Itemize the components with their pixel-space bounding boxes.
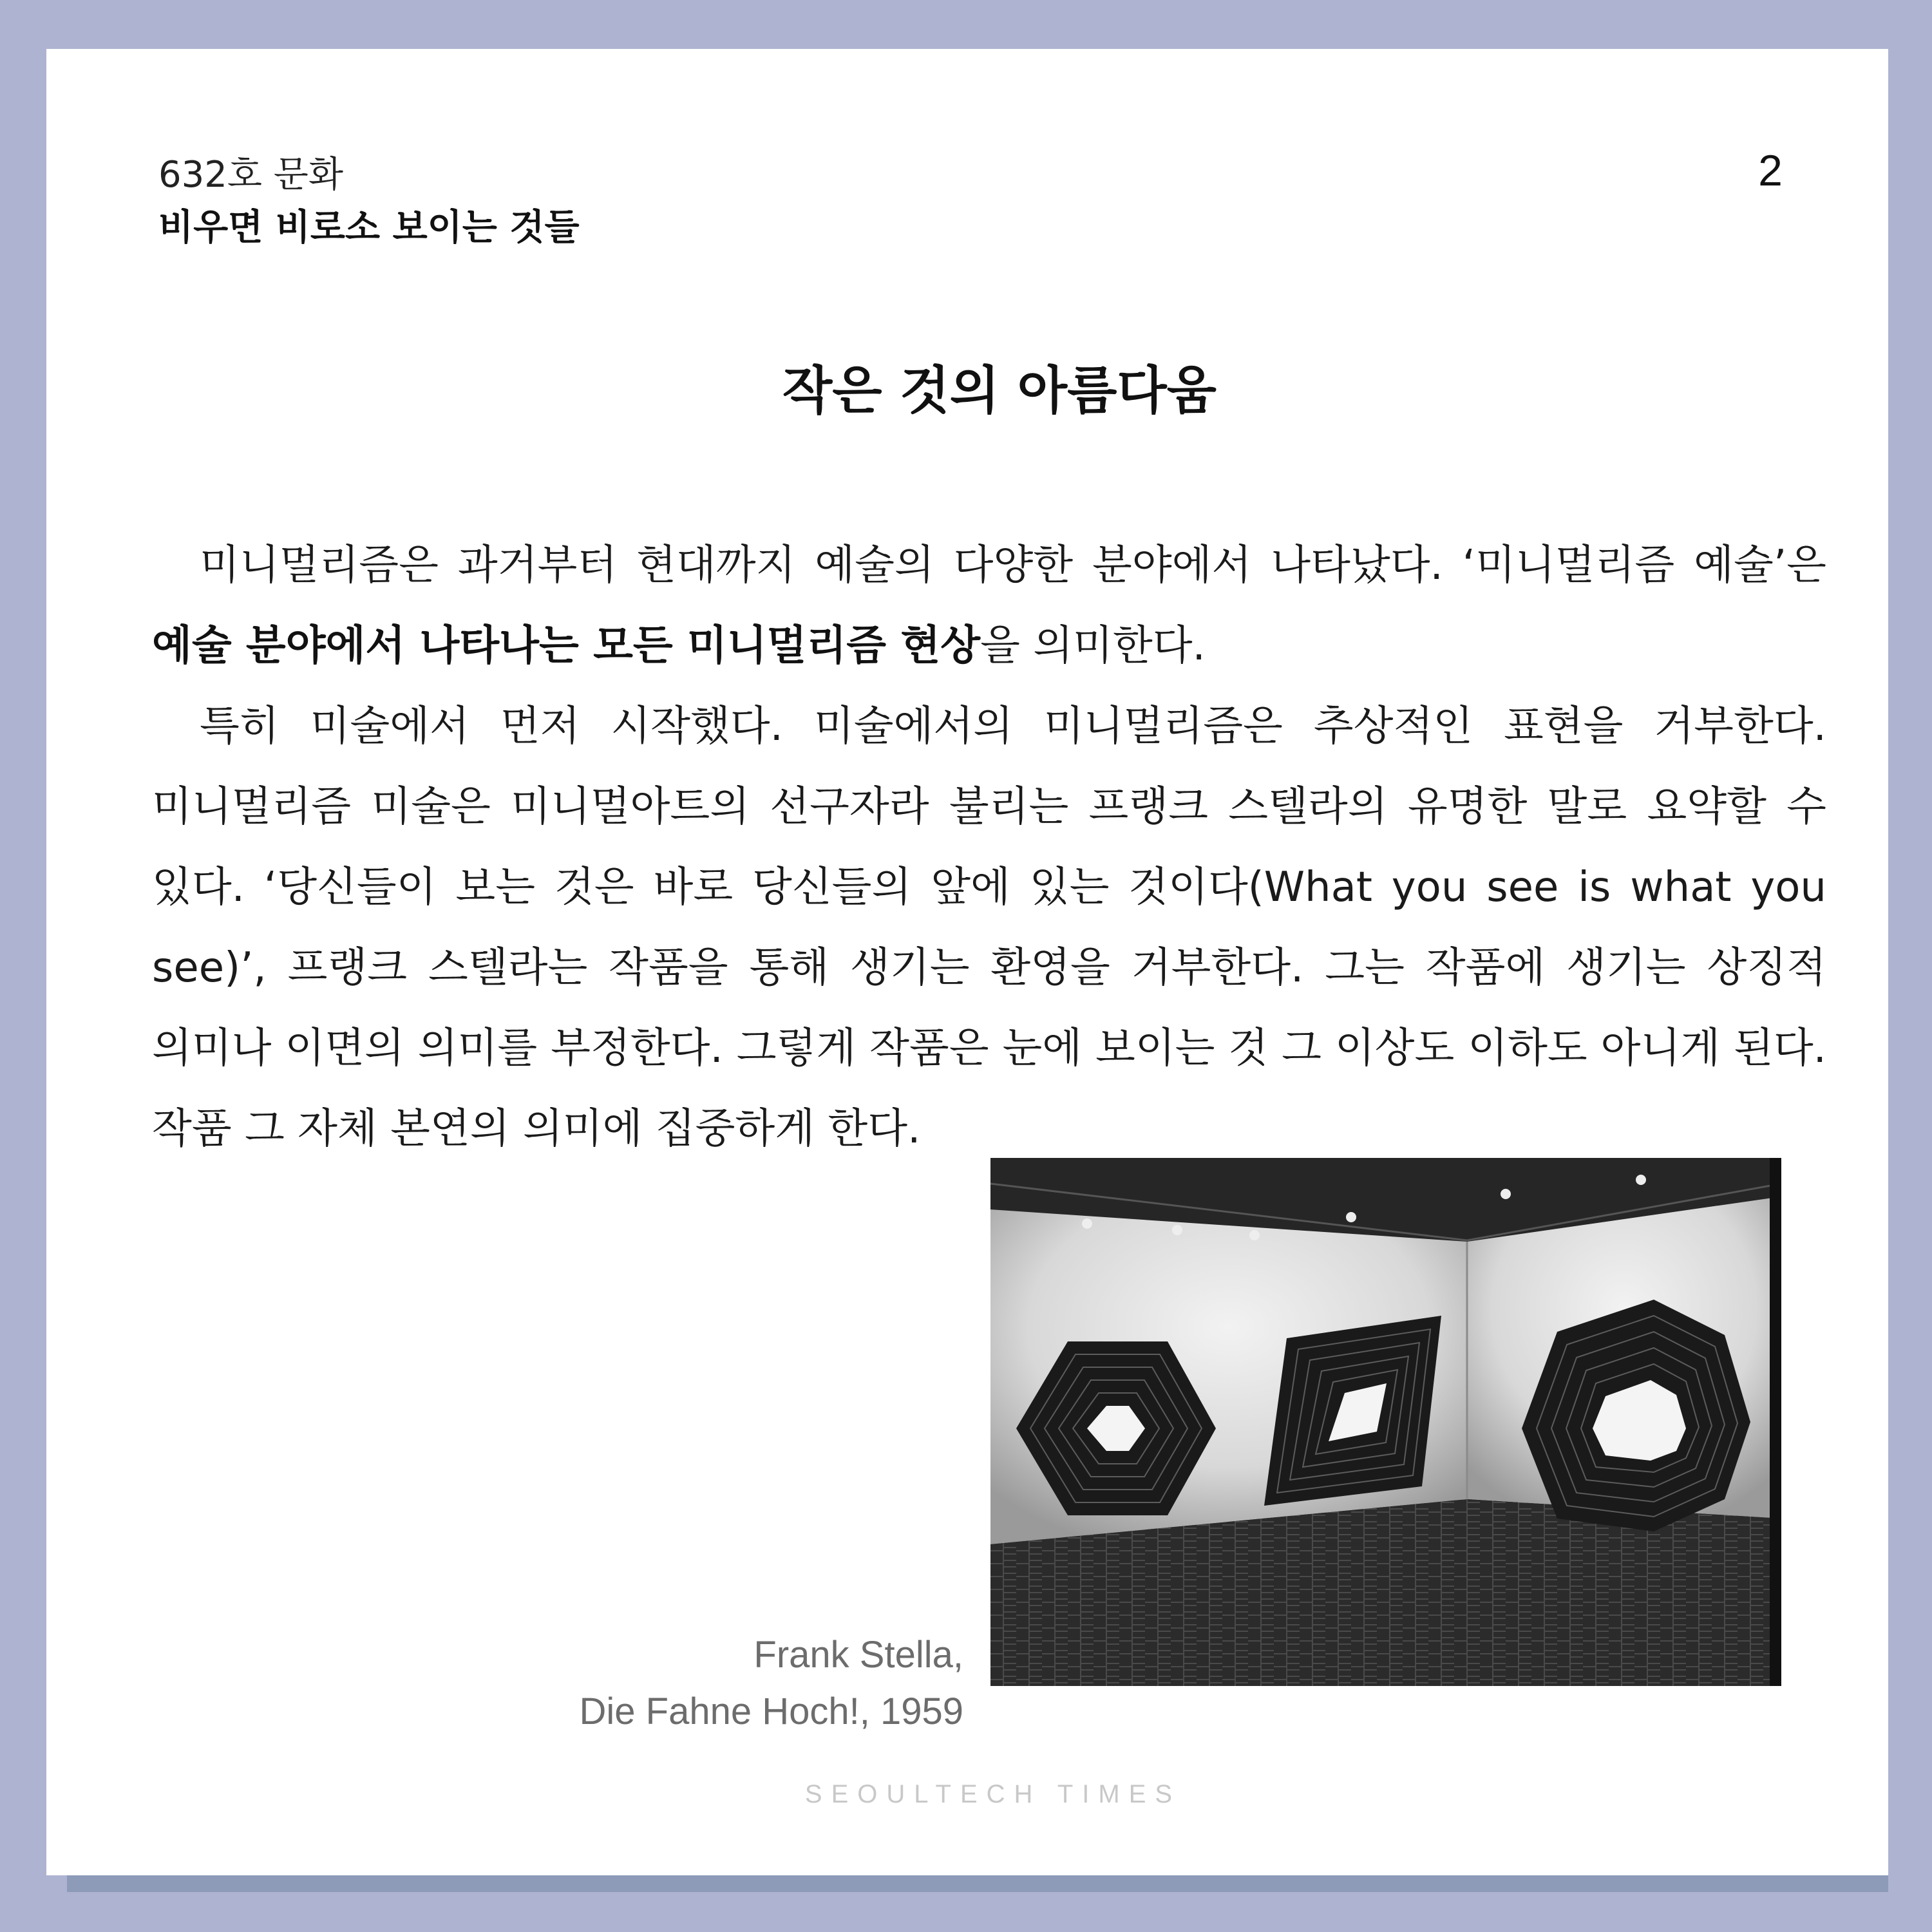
article-title: 작은 것의 아름다움 [782,361,1217,421]
paragraph-1-text-b: 을 의미한다. [980,622,1206,670]
paragraph-1-text-a: 미니멀리즘은 과거부터 현대까지 예술의 다양한 분야에서 나타났다. ‘미니멀리즘 예술’은 [200,542,1826,589]
gallery-photo-illustration [990,1158,1781,1686]
gallery-photo [990,1158,1781,1686]
page-number: 2 [1758,146,1783,195]
issue-label: 632호 문화 [158,154,343,196]
photo-caption [580,1627,963,1740]
page-card [46,49,1888,1875]
article-body [152,526,1826,1170]
paragraph-2: 특히 미술에서 먼저 시작했다. 미술에서의 미니멀리즘은 추상적인 표현을 거부한다. 미니멀리즘 미술은 미니멀아트의 선구자라 불리는 프랭크 스텔라의 유명한 말로 요약할 수 있다. ‘당신들이 보는 것은 바로 당신들의 앞에 있는 것이다(What you see is what you see)’, 프랭크 스텔라는 작품을 통해 생기는 환영을 거부한다. 그는 작품에 생기는 상징적 의미나 이면의 의미를 부정한다. 그렇게 작품은 눈에 보이는 것 그 이상도 이하도 아니게 된다. 작품 그 자체 본연의 의미에 집중하게 한다. [152,703,1826,1153]
caption-work: Die Fahne Hoch!, 1959 [579,1690,963,1732]
paragraph-1-bold: 예술 분야에서 나타나는 모든 미니멀리즘 현상 [152,622,981,670]
paragraph-1 [152,526,1826,687]
publication-footer: SEOULTECH TIMES [804,1780,1182,1808]
series-title: 비우면 비로소 보이는 것들 [158,207,580,249]
caption-artist: Frank Stella, [753,1634,963,1676]
